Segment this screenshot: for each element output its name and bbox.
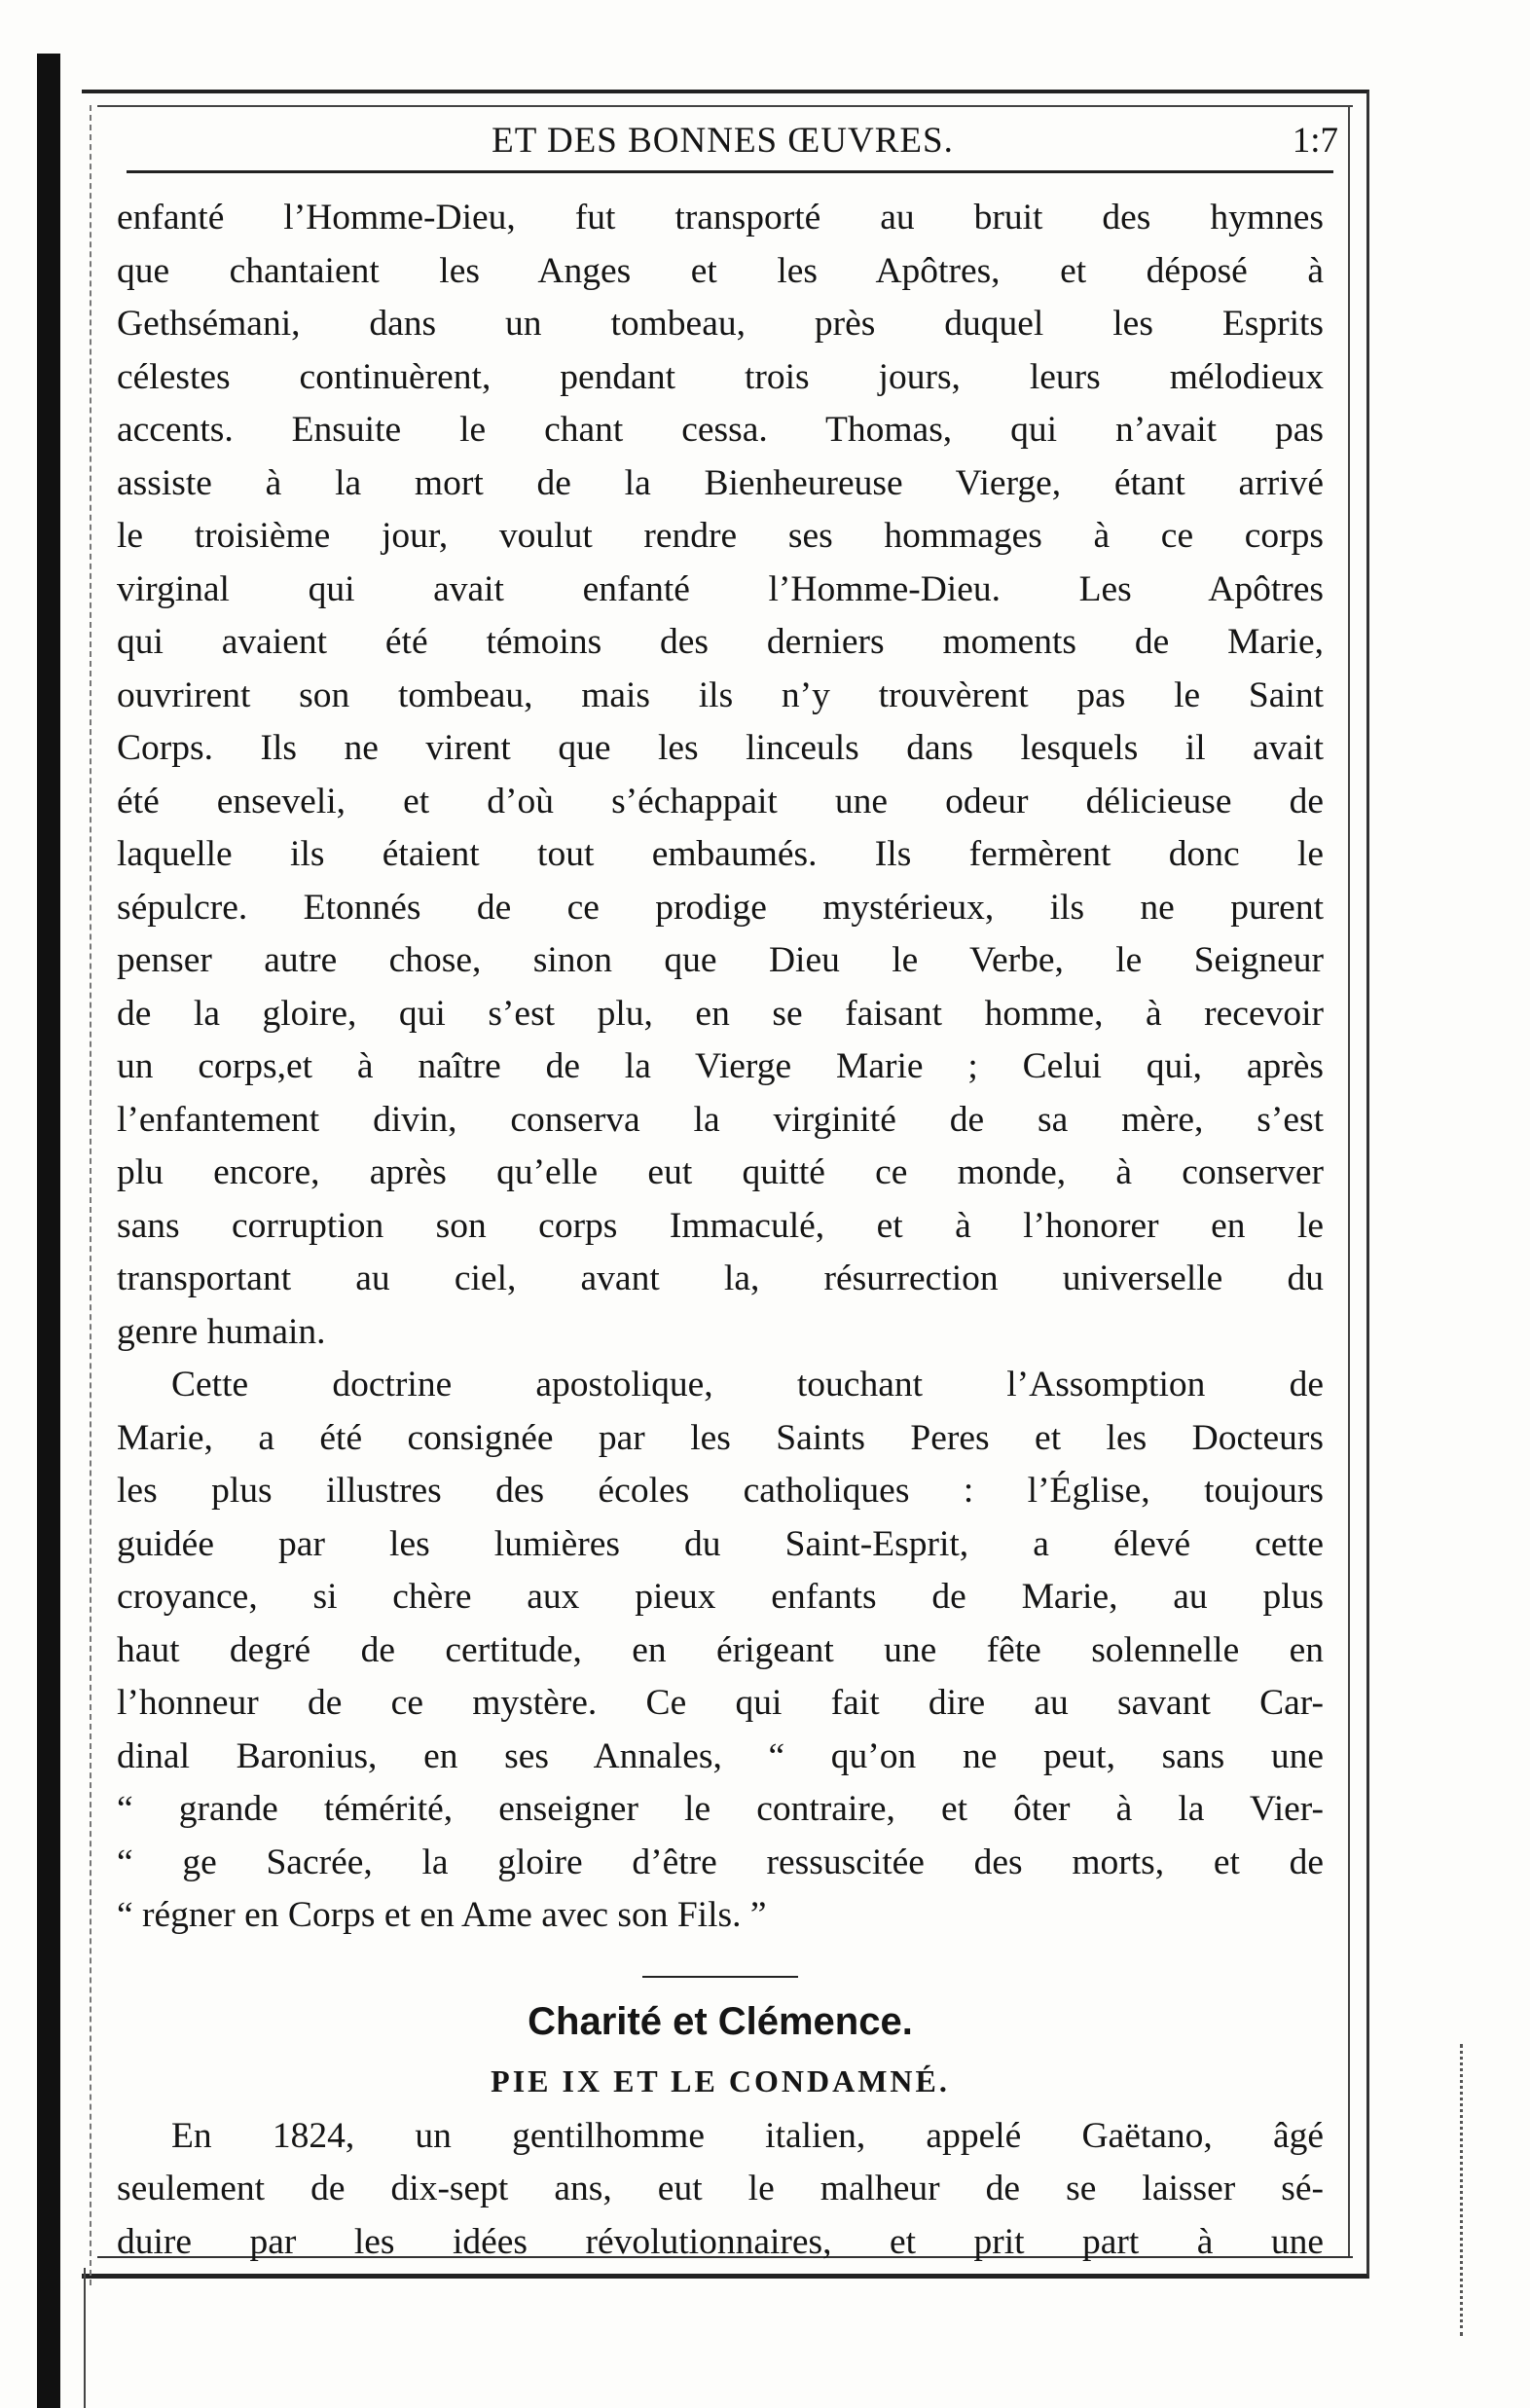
- text-line: que chantaient les Anges et les Apôtres, et déposé à: [117, 250, 1324, 291]
- text-line: ouvrirent son tombeau, mais ils n’y trouvèrent pas le Saint: [117, 675, 1324, 715]
- binding-edge: [37, 54, 60, 2408]
- text-line: été enseveli, et d’où s’échappait une odeur délicieuse de: [117, 781, 1324, 821]
- section-rule: [642, 1976, 798, 1978]
- text-line: célestes continuèrent, pendant trois jours, leurs mélodieux: [117, 356, 1324, 397]
- paragraph-3: [117, 2110, 1324, 2270]
- page-number: 1:7: [1292, 121, 1338, 161]
- text-line: un corps,et à naître de la Vierge Marie ; Celui qui, après: [117, 1046, 1324, 1086]
- text-line: guidée par les lumières du Saint-Esprit, a élevé cette: [117, 1523, 1324, 1564]
- text-line: le troisième jour, voulut rendre ses hommages à ce corps: [117, 516, 1324, 556]
- text-line: penser autre chose, sinon que Dieu le Verbe, le Seigneur: [117, 940, 1324, 980]
- text-line: Gethsémani, dans un tombeau, près duquel les Esprits: [117, 304, 1324, 344]
- text-line: En 1824, un gentilhomme italien, appelé Gaëtano, âgé: [171, 2115, 1324, 2156]
- text-line: genre humain.: [117, 1311, 326, 1352]
- text-line: “ grande témérité, enseigner le contraire, et ôter à la Vier-: [117, 1789, 1324, 1829]
- text-line: laquelle ils étaient tout embaumés. Ils fermèrent donc le: [117, 834, 1324, 874]
- text-line: l’honneur de ce mystère. Ce qui fait dire au savant Car-: [117, 1683, 1324, 1723]
- paragraph-1: [117, 192, 1324, 1359]
- header-rule: [127, 170, 1333, 173]
- text-line: “ régner en Corps et en Ame avec son Fils. ”: [117, 1895, 767, 1935]
- text-line: croyance, si chère aux pieux enfants de Marie, au plus: [117, 1577, 1324, 1617]
- text-line: Marie, a été consignée par les Saints Peres et les Docteurs: [117, 1417, 1324, 1458]
- text-line: haut degré de certitude, en érigeant une fête solennelle en: [117, 1629, 1324, 1670]
- margin-specks: [1460, 2044, 1469, 2336]
- text-line: les plus illustres des écoles catholiques : l’Église, toujours: [117, 1471, 1324, 1511]
- text-line: Cette doctrine apostolique, touchant l’Assomption de: [171, 1365, 1324, 1405]
- text-line: sans corruption son corps Immaculé, et à l’honorer en le: [117, 1205, 1324, 1246]
- book-page: [97, 112, 1348, 2262]
- text-line: sépulcre. Etonnés de ce prodige mystérieux, ils ne purent: [117, 887, 1324, 928]
- page-border-left: [90, 105, 91, 2285]
- text-line: accents. Ensuite le chant cessa. Thomas, qui n’avait pas: [117, 410, 1324, 450]
- text-line: transportant au ciel, avant la, résurrection universelle du: [117, 1259, 1324, 1298]
- section-title: Charité et Clémence.: [528, 1999, 913, 2043]
- text-line: l’enfantement divin, conserva la virginité de sa mère, s’est: [117, 1099, 1324, 1140]
- page-border-inner-top: [97, 105, 1353, 107]
- running-title: ET DES BONNES ŒUVRES.: [492, 121, 954, 161]
- text-line: assiste à la mort de la Bienheureuse Vierge, étant arrivé: [117, 462, 1324, 503]
- text-line: seulement de dix-sept ans, eut le malheur de se laisser sé-: [117, 2169, 1324, 2208]
- text-line: de la gloire, qui s’est plu, en se faisant homme, à recevoir: [117, 993, 1324, 1034]
- text-line: Corps. Ils ne virent que les linceuls dans lesquels il avait: [117, 728, 1324, 768]
- text-line: “ ge Sacrée, la gloire d’être ressuscitée des morts, et de: [117, 1842, 1324, 1882]
- page-border-inner-right: [1348, 105, 1350, 2256]
- text-line: virginal qui avait enfanté l’Homme-Dieu. Les Apôtres: [117, 568, 1324, 609]
- margin-line: [84, 2268, 86, 2408]
- text-line: duire par les idées révolutionnaires, et prit part à une: [117, 2221, 1324, 2262]
- body-text: [117, 192, 1324, 2269]
- section-subtitle: PIE IX ET LE CONDAMNÉ.: [491, 2062, 950, 2098]
- text-line: qui avaient été témoins des derniers moments de Marie,: [117, 622, 1324, 662]
- text-line: plu encore, après qu’elle eut quitté ce monde, à conserver: [117, 1152, 1324, 1192]
- text-line: dinal Baronius, en ses Annales, “ qu’on ne peut, sans une: [117, 1735, 1324, 1776]
- paragraph-2: [117, 1359, 1324, 1943]
- running-head: [97, 112, 1348, 170]
- text-line: enfanté l’Homme-Dieu, fut transporté au bruit des hymnes: [117, 198, 1324, 237]
